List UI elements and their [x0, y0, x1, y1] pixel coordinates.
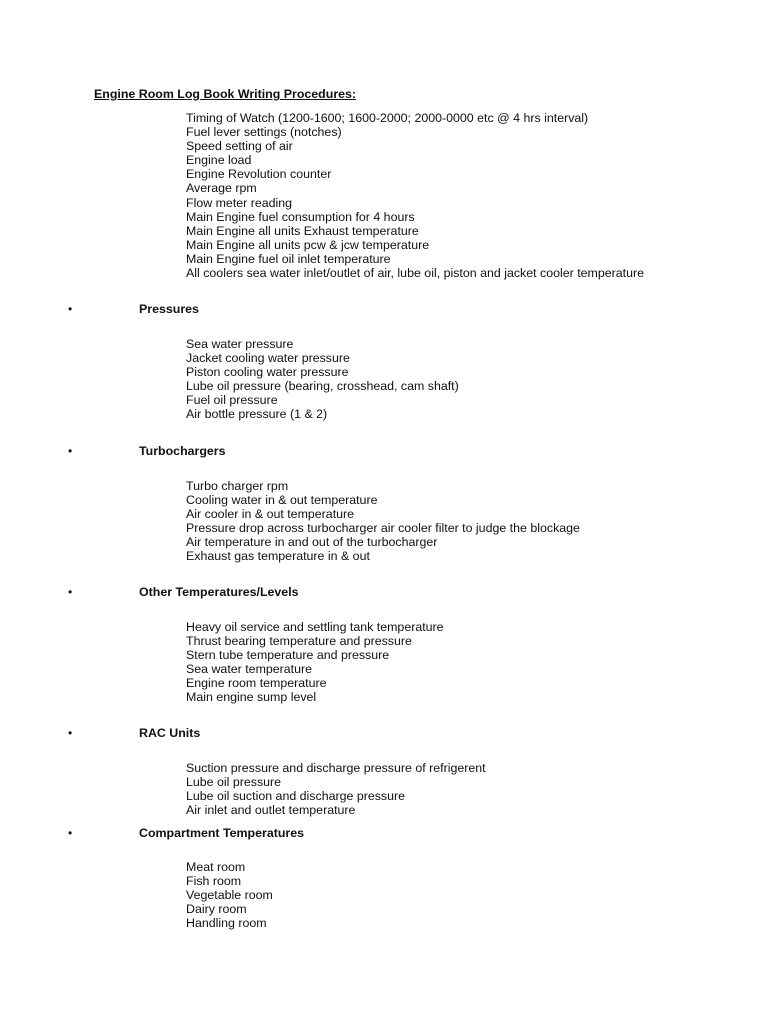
item-text: Piston cooling water pressure — [186, 365, 349, 380]
item-text: Speed setting of air — [186, 139, 293, 154]
bullet-icon: • — [68, 826, 73, 840]
item-text: Dairy room — [186, 902, 247, 917]
bullet-icon: • — [68, 302, 73, 316]
bullet-icon: • — [68, 444, 73, 458]
section-title: Turbochargers — [139, 444, 226, 458]
item-text: Thrust bearing temperature and pressure — [186, 634, 412, 649]
item-text: Meat room — [186, 860, 246, 874]
item-text: Main Engine fuel oil inlet temperature — [186, 251, 391, 266]
item-text: Handling room — [186, 916, 267, 931]
item-text: Air bottle pressure (1 & 2) — [186, 407, 328, 422]
item-text: Fuel oil pressure — [186, 393, 278, 408]
item-text: Vegetable room — [186, 888, 273, 903]
item-text: Main Engine fuel consumption for 4 hours — [186, 209, 415, 224]
item-text: Main engine sump level — [186, 690, 317, 705]
item-text: Lube oil pressure (bearing, crosshead, cam shaft) — [186, 379, 459, 394]
bullet-icon: • — [68, 726, 73, 740]
item-text: Engine Revolution counter — [186, 167, 332, 182]
item-text: Suction pressure and discharge pressure of refrigerent — [186, 761, 486, 775]
item-text: Sea water pressure — [186, 337, 294, 351]
item-text: Average rpm — [186, 181, 257, 196]
item-text: Fish room — [186, 874, 242, 889]
item-text: Sea water temperature — [186, 662, 313, 677]
item-text: Fuel lever settings (notches) — [186, 125, 342, 140]
item-text: Heavy oil service and settling tank temperature — [186, 620, 444, 634]
item-text: Main Engine all units pcw & jcw temperature — [186, 237, 430, 252]
item-text: Timing of Watch (1200-1600; 1600-2000; 2000-0000 etc @ 4 hrs interval) — [186, 111, 589, 125]
item-text: Flow meter reading — [186, 195, 293, 210]
item-text: Pressure drop across turbocharger air cooler filter to judge the blockage — [186, 521, 580, 536]
item-text: Air inlet and outlet temperature — [186, 803, 356, 818]
item-text: Lube oil suction and discharge pressure — [186, 789, 406, 804]
bullet-icon: • — [68, 585, 73, 599]
item-text: Stern tube temperature and pressure — [186, 648, 390, 663]
section-title: Other Temperatures/Levels — [139, 585, 299, 599]
item-text: Cooling water in & out temperature — [186, 493, 378, 508]
item-text: Air cooler in & out temperature — [186, 507, 355, 522]
item-text: Turbo charger rpm — [186, 479, 289, 493]
section-title: Pressures — [139, 302, 199, 316]
section-title: Compartment Temperatures — [139, 826, 305, 840]
item-text: Lube oil pressure — [186, 775, 282, 790]
section-title: RAC Units — [139, 726, 201, 740]
item-text: Engine load — [186, 153, 252, 168]
item-text: Exhaust gas temperature in & out — [186, 549, 370, 564]
item-text: Jacket cooling water pressure — [186, 351, 350, 366]
page-title: Engine Room Log Book Writing Procedures: — [94, 87, 357, 101]
item-text: All coolers sea water inlet/outlet of air, lube oil, piston and jacket cooler temperature — [186, 266, 645, 281]
item-text: Main Engine all units Exhaust temperature — [186, 223, 419, 238]
item-text: Engine room temperature — [186, 676, 327, 691]
item-text: Air temperature in and out of the turbocharger — [186, 535, 438, 550]
